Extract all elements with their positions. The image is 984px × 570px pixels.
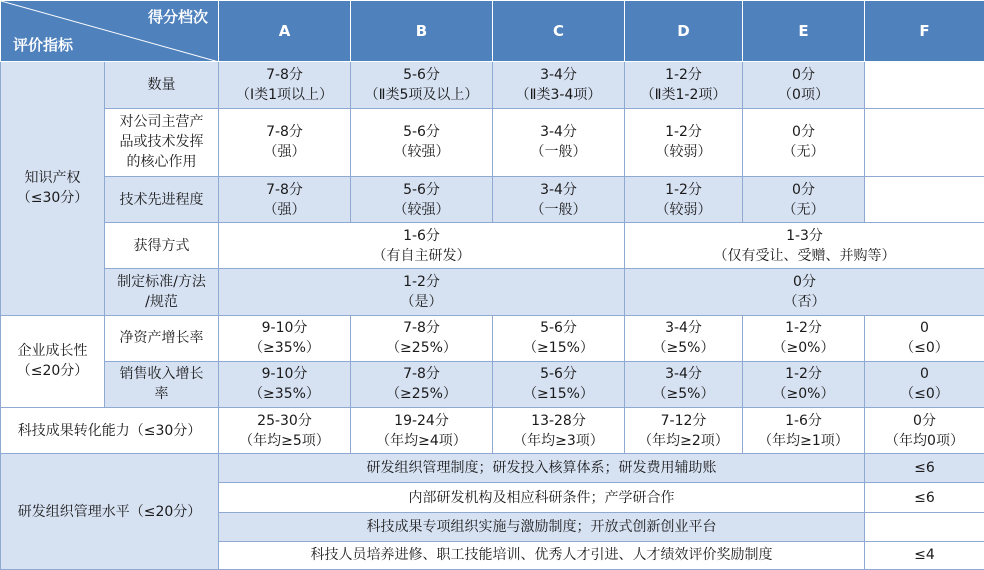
ip-core-role-label: 对公司主营产 品或技术发挥 的核心作用 bbox=[105, 108, 219, 176]
ip-core-role-a: 7-8分 （强） bbox=[219, 108, 351, 176]
ip-acquisition-row bbox=[1, 223, 984, 269]
rnd-row-1 bbox=[1, 454, 984, 483]
growth-sales-label: 销售收入增长 率 bbox=[105, 361, 219, 407]
rnd-item-2-score: ≤6 bbox=[865, 483, 984, 512]
header-row bbox=[1, 1, 984, 62]
ip-advancement-label: 技术先进程度 bbox=[105, 176, 219, 222]
transform-f: 0分 （年均0项） bbox=[865, 408, 984, 454]
growth-sales-a: 9-10分 （≥35%） bbox=[219, 361, 351, 407]
ip-quantity-c: 3-4分 （Ⅱ类3-4项） bbox=[493, 62, 625, 108]
ip-standards-label: 制定标准/方法 /规范 bbox=[105, 269, 219, 315]
rnd-item-3-score bbox=[865, 512, 984, 541]
ip-core-role-e: 0分 （无） bbox=[743, 108, 865, 176]
transform-b: 19-24分 （年均≥4项） bbox=[351, 408, 493, 454]
growth-sales-b: 7-8分 （≥25%） bbox=[351, 361, 493, 407]
transform-row bbox=[1, 408, 984, 454]
ip-advancement-f bbox=[865, 176, 984, 222]
rnd-label: 研发组织管理水平（≤20分） bbox=[1, 454, 219, 570]
grade-e-header: E bbox=[743, 1, 865, 62]
growth-net-assets-d: 3-4分 （≥5%） bbox=[625, 315, 743, 361]
growth-net-assets-e: 1-2分 （≥0%） bbox=[743, 315, 865, 361]
rnd-item-4-score: ≤4 bbox=[865, 541, 984, 569]
growth-net-assets-row bbox=[1, 315, 984, 361]
ip-advancement-row bbox=[1, 176, 984, 222]
transform-label: 科技成果转化能力（≤30分） bbox=[1, 408, 219, 454]
ip-standards-yes: 1-2分 （是） bbox=[219, 269, 625, 315]
ip-quantity-d: 1-2分 （Ⅱ类1-2项） bbox=[625, 62, 743, 108]
ip-core-role-row bbox=[1, 108, 984, 176]
grade-d-header: D bbox=[625, 1, 743, 62]
ip-core-role-b: 5-6分 （较强） bbox=[351, 108, 493, 176]
transform-a: 25-30分 （年均≥5项） bbox=[219, 408, 351, 454]
grade-b-header: B bbox=[351, 1, 493, 62]
ip-quantity-a: 7-8分 （Ⅰ类1项以上） bbox=[219, 62, 351, 108]
ip-quantity-e: 0分 （0项） bbox=[743, 62, 865, 108]
ip-advancement-e: 0分 （无） bbox=[743, 176, 865, 222]
growth-sales-row bbox=[1, 361, 984, 407]
growth-sales-c: 5-6分 （≥15%） bbox=[493, 361, 625, 407]
ip-group-label: 知识产权 （≤30分） bbox=[1, 62, 105, 315]
growth-sales-e: 1-2分 （≥0%） bbox=[743, 361, 865, 407]
rnd-item-1-score: ≤6 bbox=[865, 454, 984, 483]
transform-c: 13-28分 （年均≥3项） bbox=[493, 408, 625, 454]
ip-quantity-b: 5-6分 （Ⅱ类5项及以上） bbox=[351, 62, 493, 108]
ip-acquisition-own: 1-6分 （有自主研发） bbox=[219, 223, 625, 269]
corner-top-label: 得分档次 bbox=[147, 8, 208, 26]
ip-acquisition-label: 获得方式 bbox=[105, 223, 219, 269]
grade-c-header: C bbox=[493, 1, 625, 62]
ip-standards-row bbox=[1, 269, 984, 315]
ip-standards-no: 0分 （否） bbox=[625, 269, 984, 315]
rnd-item-4-text: 科技人员培养进修、职工技能培训、优秀人才引进、人才绩效评价奖励制度 bbox=[219, 541, 865, 569]
ip-advancement-a: 7-8分 （强） bbox=[219, 176, 351, 222]
ip-quantity-row bbox=[1, 62, 984, 108]
growth-sales-f: 0 （≤0） bbox=[865, 361, 984, 407]
ip-core-role-c: 3-4分 （一般） bbox=[493, 108, 625, 176]
grade-a-header: A bbox=[219, 1, 351, 62]
growth-group-label: 企业成长性 （≤20分） bbox=[1, 315, 105, 407]
ip-acquisition-transfer: 1-3分 （仅有受让、受赠、并购等） bbox=[625, 223, 984, 269]
corner-bottom-label: 评价指标 bbox=[13, 36, 74, 55]
growth-net-assets-c: 5-6分 （≥15%） bbox=[493, 315, 625, 361]
growth-sales-d: 3-4分 （≥5%） bbox=[625, 361, 743, 407]
ip-quantity-f bbox=[865, 62, 984, 108]
ip-advancement-d: 1-2分 （较弱） bbox=[625, 176, 743, 222]
grade-f-header: F bbox=[865, 1, 984, 62]
growth-net-assets-f: 0 （≤0） bbox=[865, 315, 984, 361]
rnd-item-1-text: 研发组织管理制度；研发投入核算体系；研发费用辅助账 bbox=[219, 454, 865, 483]
ip-advancement-b: 5-6分 （较强） bbox=[351, 176, 493, 222]
transform-e: 1-6分 （年均≥1项） bbox=[743, 408, 865, 454]
ip-advancement-c: 3-4分 （一般） bbox=[493, 176, 625, 222]
corner-header bbox=[1, 1, 219, 62]
ip-core-role-f bbox=[865, 108, 984, 176]
growth-net-assets-label: 净资产增长率 bbox=[105, 315, 219, 361]
growth-net-assets-b: 7-8分 （≥25%） bbox=[351, 315, 493, 361]
transform-d: 7-12分 （年均≥2项） bbox=[625, 408, 743, 454]
rnd-item-2-text: 内部研发机构及相应科研条件；产学研合作 bbox=[219, 483, 865, 512]
ip-quantity-label: 数量 bbox=[105, 62, 219, 108]
growth-net-assets-a: 9-10分 （≥35%） bbox=[219, 315, 351, 361]
ip-core-role-d: 1-2分 （较弱） bbox=[625, 108, 743, 176]
rnd-item-3-text: 科技成果专项组织实施与激励制度；开放式创新创业平台 bbox=[219, 512, 865, 541]
